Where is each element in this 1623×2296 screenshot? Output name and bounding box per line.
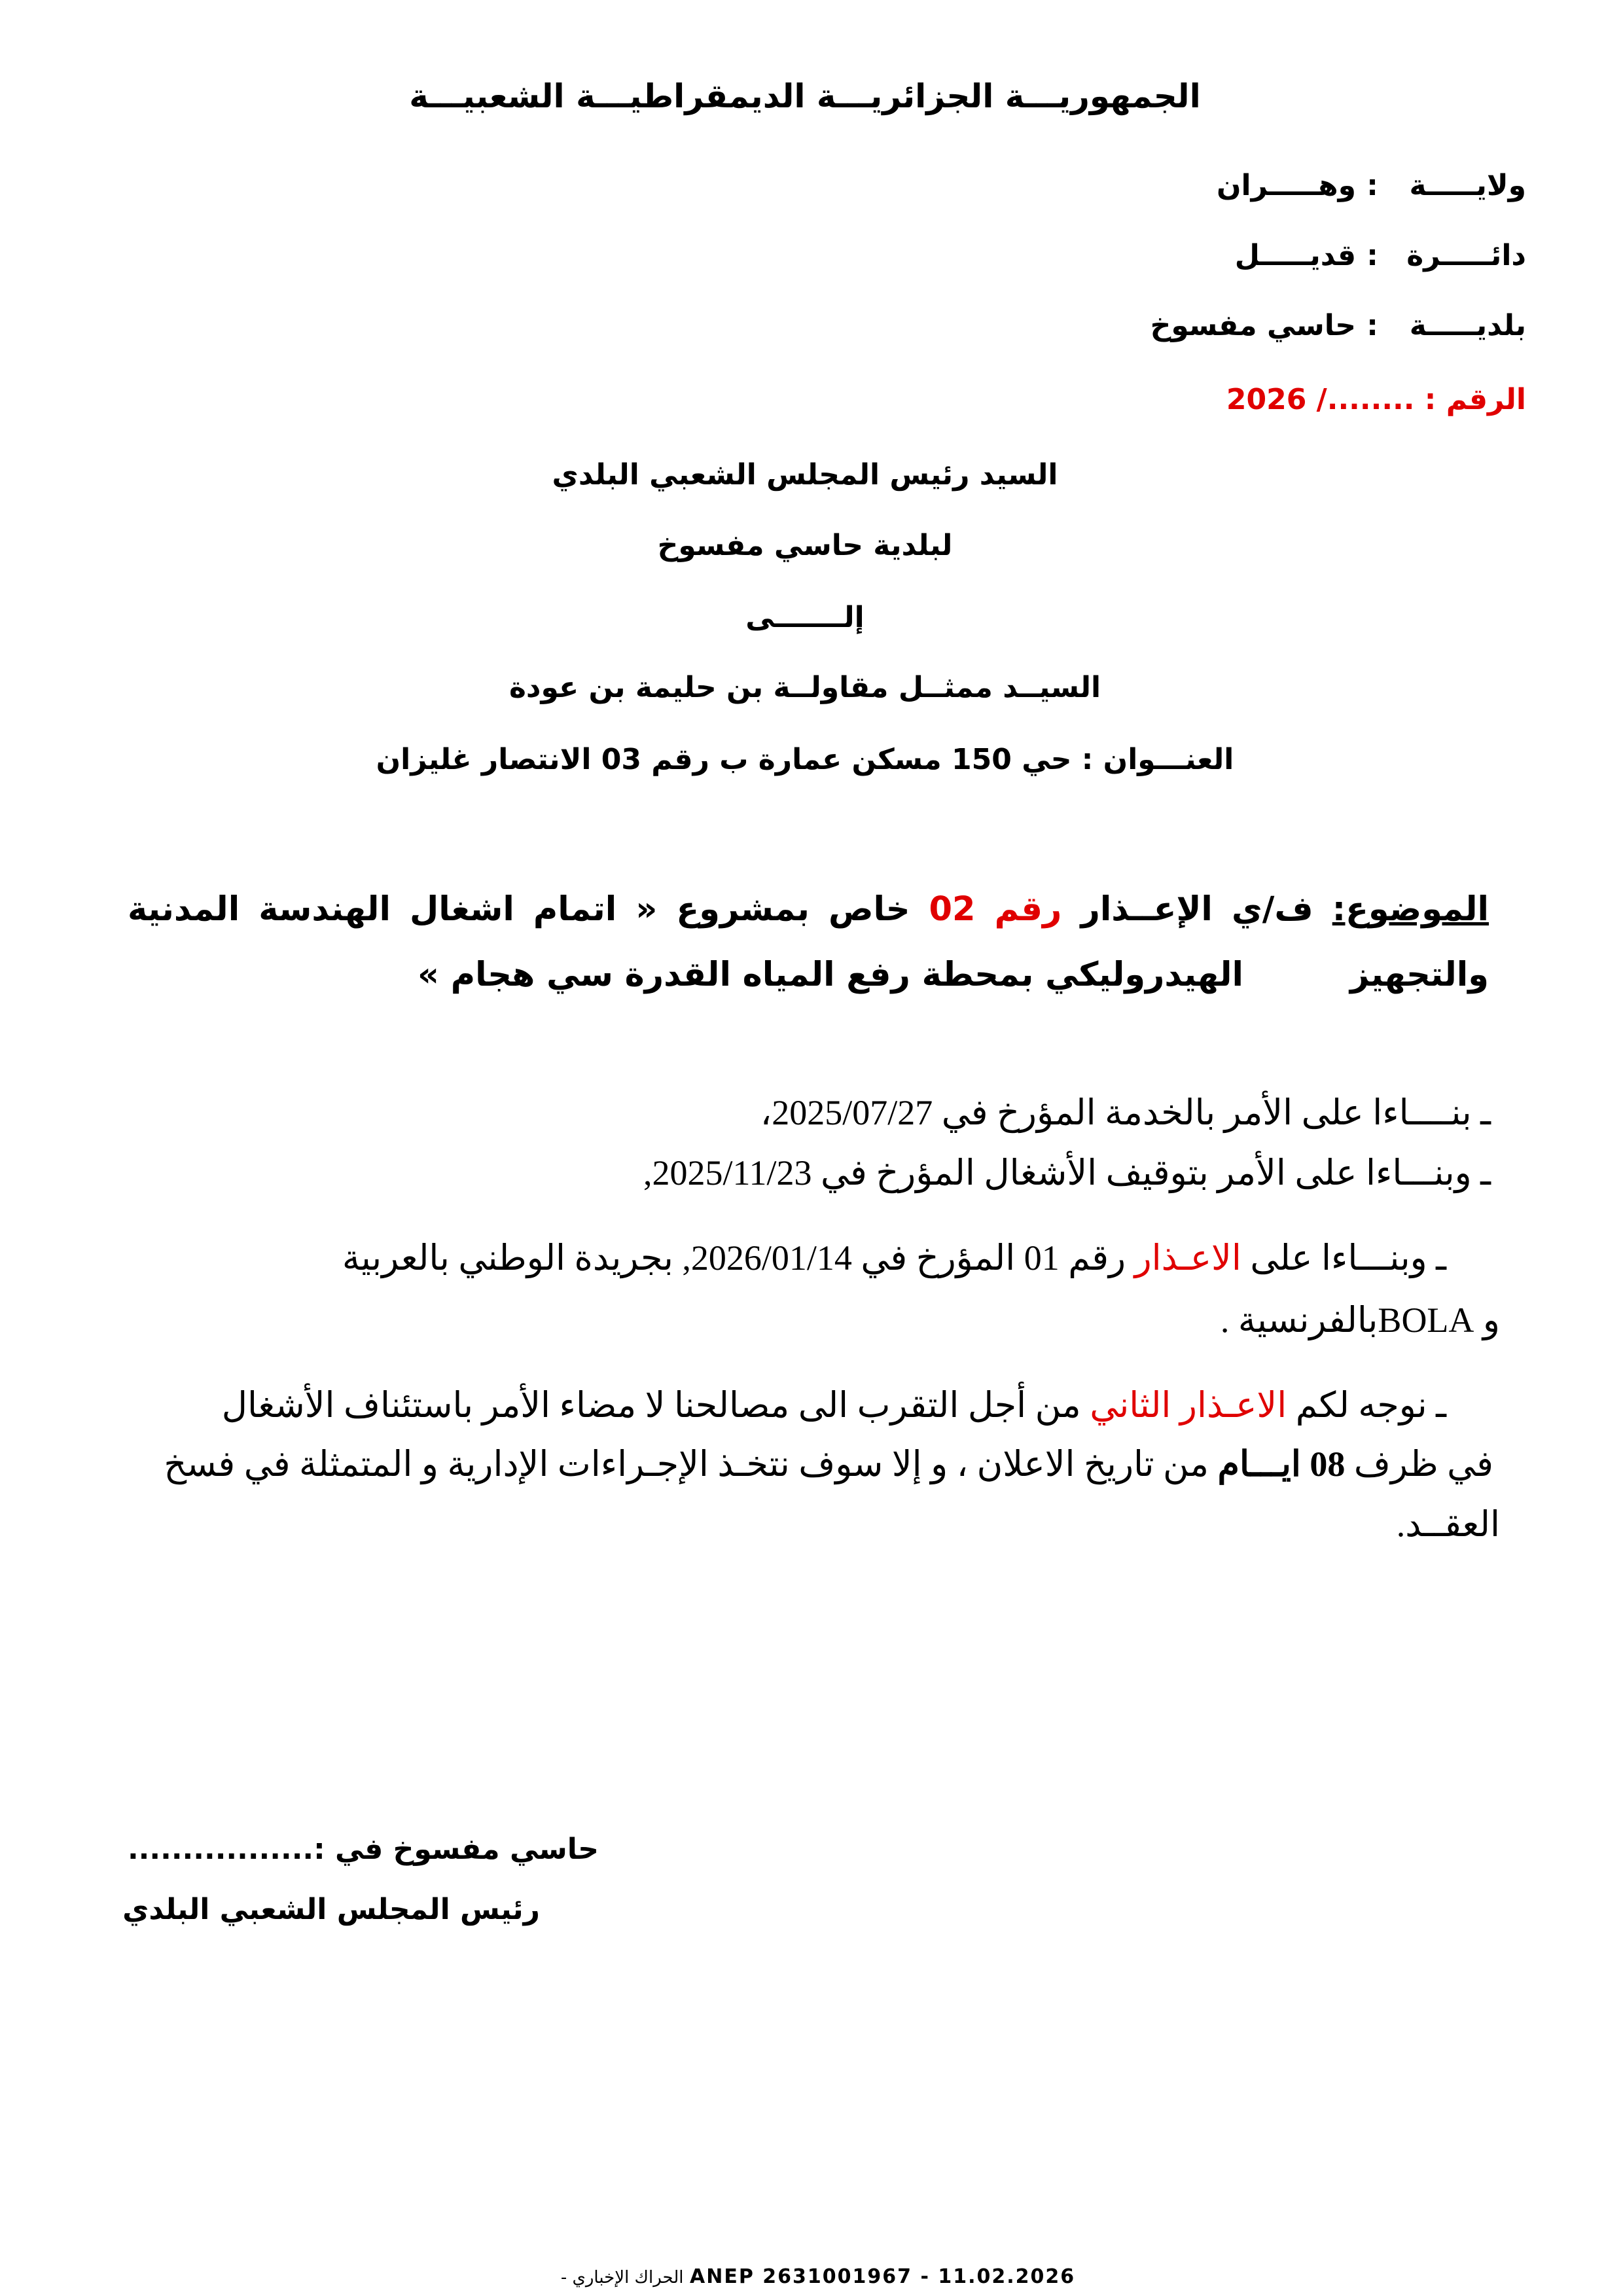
daira-line — [1235, 239, 1526, 272]
recipient-address: العنـــوان : حي 150 مسكن عمارة ب رقم 03 الانتصار غليزان — [376, 743, 1234, 776]
wilaya-line — [1217, 169, 1526, 202]
paragraph-first-notice — [342, 1237, 1446, 1278]
p4-end: من أجل التقرب الى مصالحنا لا مضاء الأمر باستئناف الأشغال — [221, 1386, 1090, 1425]
baladia-label: بلديـــــة — [1409, 309, 1526, 342]
wilaya-label: ولايـــــة — [1409, 169, 1526, 202]
p4-line2-b: من تاريخ الاعلان ، و إلا سوف نتخـذ الإجـراءات الإدارية و المتمثلة في فسخ — [164, 1444, 1218, 1484]
daira-value: قديـــــل — [1234, 239, 1356, 272]
paragraph-suspension-order: ـ وبنـــاءا على الأمر بتوقيف الأشغال المؤرخ في 2025/11/23, — [643, 1153, 1491, 1193]
paragraph-second-notice-line3: العقــد. — [1396, 1505, 1500, 1544]
p3-end: رقم 01 المؤرخ في 2026/01/14, بجريدة الوطني بالعربية — [342, 1238, 1135, 1278]
subject-number: رقم 02 — [929, 890, 1062, 929]
subject-label: الموضوع: — [1332, 890, 1489, 929]
wilaya-colon: : — [1366, 169, 1378, 202]
recipient-name: السيــد ممثــل مقاولــة بن حليمة بن عودة — [508, 671, 1101, 704]
paragraph-second-notice-line2 — [164, 1443, 1493, 1484]
daira-colon: : — [1366, 239, 1378, 272]
baladia-value: حاسي مفسوخ — [1150, 309, 1356, 342]
p3-notice-word: الاعـذار — [1134, 1238, 1241, 1278]
sender-municipality: لبلدية حاسي مفسوخ — [657, 529, 953, 562]
footer — [517, 2265, 1119, 2288]
baladia-colon: : — [1366, 309, 1378, 342]
republic-title: الجمهوريـــة الجزائريـــة الديمقراطيـــة الشعبيـــة — [409, 77, 1201, 115]
daira-label: دائـــــرة — [1406, 239, 1526, 272]
p4-deadline: 08 ايـــام — [1217, 1444, 1346, 1484]
signature-title: رئيس المجلس الشعبي البلدي — [122, 1893, 540, 1926]
footer-publication: الحراك الإخباري - — [560, 2268, 684, 2287]
signature-place-date: حاسي مفسوخ في :................. — [127, 1833, 599, 1866]
p4-start: ـ نوجه لكم — [1287, 1386, 1446, 1425]
to-label: إلـــــــى — [745, 601, 865, 634]
paragraph-first-notice-line2: و BOLAبالفرنسية . — [1220, 1300, 1500, 1340]
p3-start: ـ وبنـــاءا على — [1241, 1238, 1446, 1278]
subject-line-2: الهيدروليكي بمحطة رفع المياه القدرة سي هجام » — [418, 956, 1243, 994]
subject-part1: ف/ي الإعــذار — [1061, 890, 1332, 929]
p4-line2-a: في ظرف — [1345, 1444, 1493, 1484]
p4-notice-word: الاعـذار الثاني — [1090, 1386, 1287, 1425]
subject-part2: خاص بمشروع « اتمام اشغال الهندسة المدنية والتجهيز — [128, 890, 1489, 994]
sender-title: السيد رئيس المجلس الشعبي البلدي — [552, 458, 1058, 492]
wilaya-value: وهـــــران — [1216, 169, 1356, 202]
baladia-line — [1150, 309, 1526, 342]
paragraph-service-order: ـ بنــــاءا على الأمر بالخدمة المؤرخ في 2025/07/27، — [760, 1093, 1491, 1132]
paragraph-second-notice — [222, 1384, 1446, 1426]
footer-anep-reference: ANEP 2631001967 - 11.02.2026 — [690, 2265, 1076, 2288]
reference-number: الرقم : ......../ 2026 — [1226, 383, 1526, 416]
